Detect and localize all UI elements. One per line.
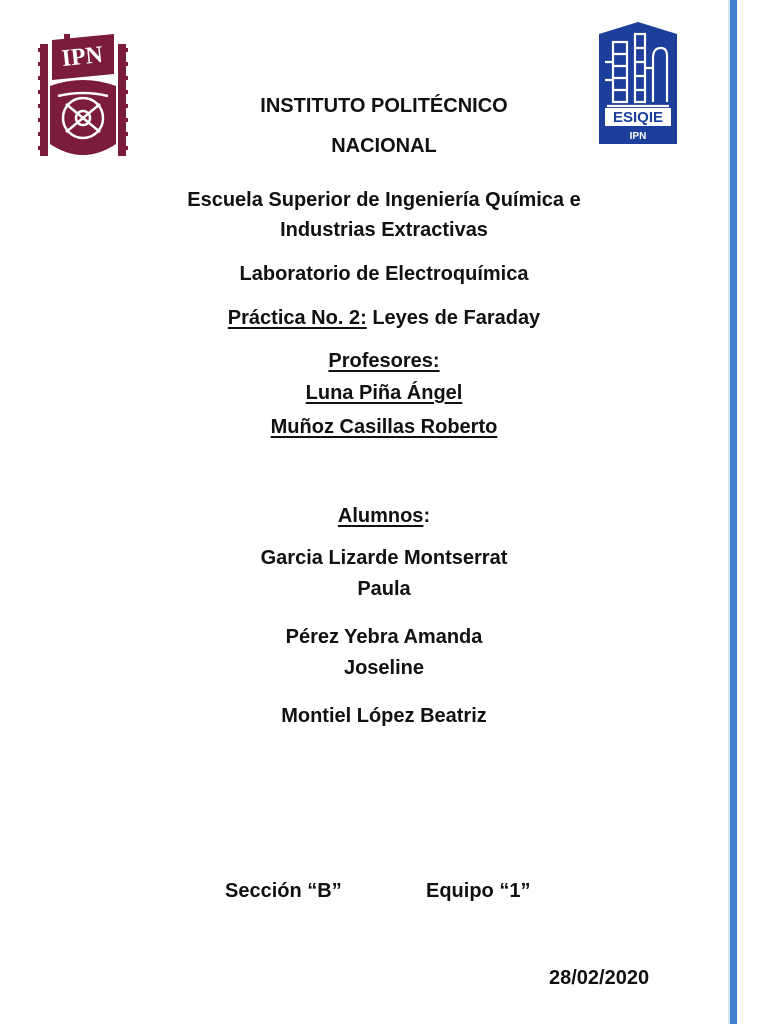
student-name-line2: Joseline [343, 657, 425, 679]
svg-text:IPN: IPN [629, 131, 647, 142]
professor-name: Luna Piña Ángel [305, 382, 463, 404]
section-label: Sección “B” [225, 880, 342, 902]
professors-heading: Profesores: [328, 350, 440, 372]
professor-name: Muñoz Casillas Roberto [270, 416, 498, 438]
esiqie-logo-icon [595, 22, 681, 146]
date: 28/02/2020 [549, 967, 650, 989]
school-name-line1: Escuela Superior de Ingeniería Química e [187, 189, 581, 211]
student-name-line2: Paula [357, 578, 411, 600]
students-heading: Alumnos: [337, 505, 431, 527]
team-label: Equipo “1” [426, 880, 531, 902]
practice-title [0, 306, 768, 330]
institute-name-line2: NACIONAL [331, 135, 437, 157]
institute-name-line1: INSTITUTO POLITÉCNICO [260, 95, 508, 117]
student-name-line1: Garcia Lizarde Montserrat [260, 547, 508, 569]
practice-name: Leyes de Faraday [372, 307, 541, 329]
student-name-line1: Montiel López Beatriz [281, 705, 487, 727]
svg-text:IPN: IPN [60, 41, 105, 73]
svg-text:ESIQIE: ESIQIE [612, 109, 664, 126]
school-name-line2: Industrias Extractivas [280, 219, 488, 241]
lab-name: Laboratorio de Electroquímica [239, 263, 529, 285]
student-name-line1: Pérez Yebra Amanda [285, 626, 483, 648]
practice-label: Práctica No. 2: [227, 307, 367, 329]
